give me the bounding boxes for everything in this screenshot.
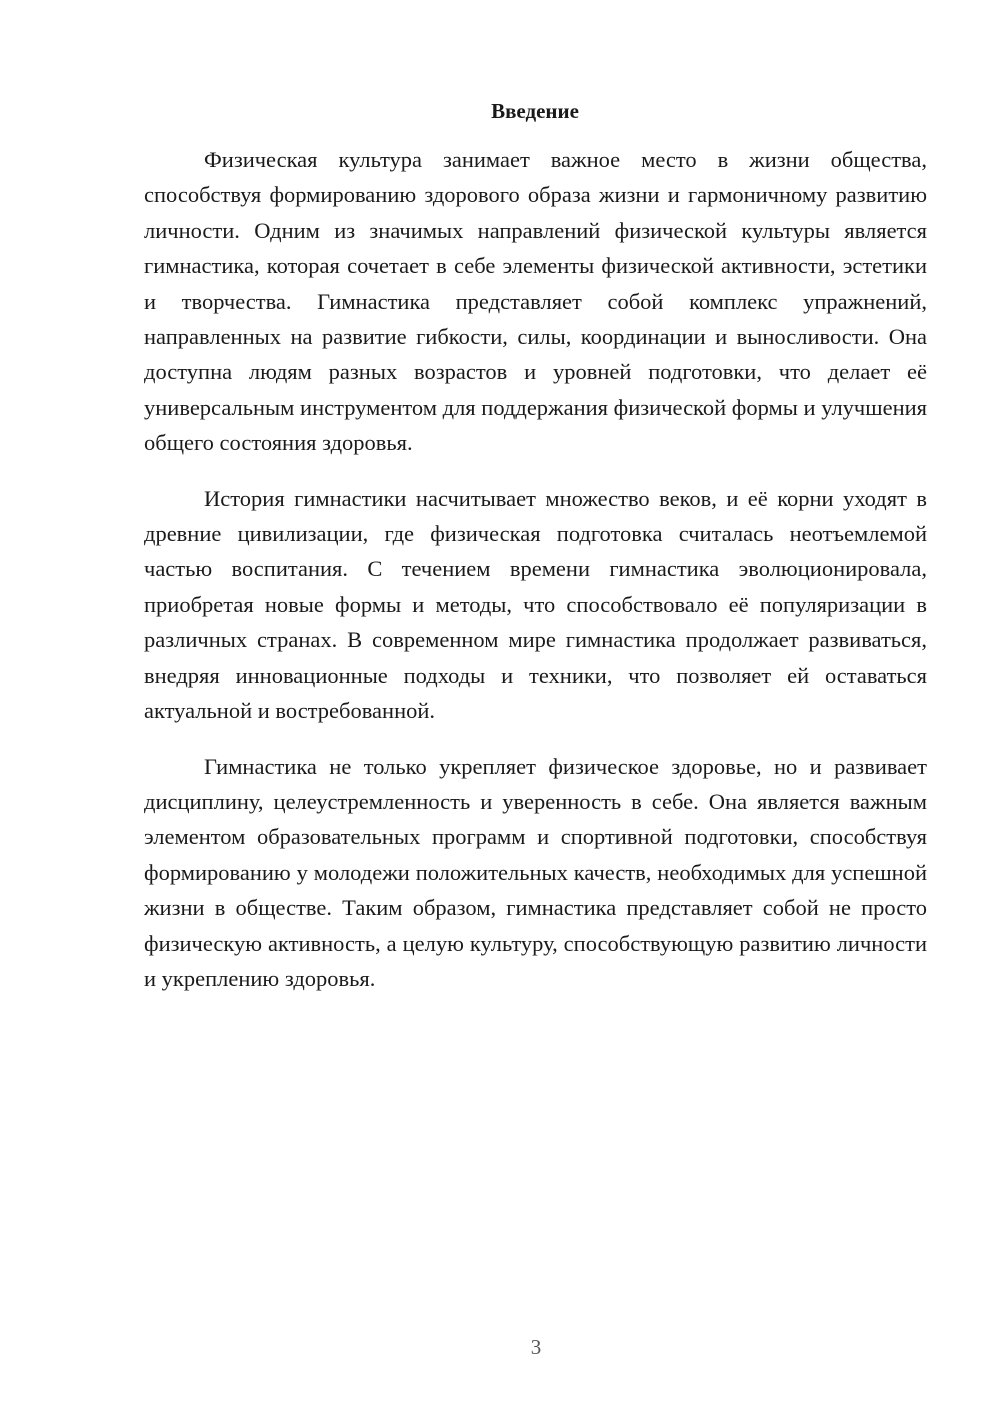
page-number: 3	[530, 1335, 542, 1359]
paragraph-2: История гимнастики насчитывает множество веков, и её корни уходят в древние цивилизации, где физическая подготовка считалась неотъемлемой частью воспитания. С течением времени гимнастика эволюционировала, приобретая новые формы и методы, что способствовало её популяризации в различных странах. В современном мире гимнастика продолжает развиваться, внедряя инновационные подходы и техники, что позволяет ей оставаться актуальной и востребованной.	[144, 485, 927, 724]
section-heading: Введение	[491, 99, 579, 123]
paragraph-3: Гимнастика не только укрепляет физическое здоровье, но и развивает дисциплину, целеустремленность и уверенность в себе. Она является важным элементом образовательных программ и спортивной подготовки, способствуя формированию у молодежи положительных качеств, необходимых для успешной жизни в обществе. Таким образом, гимнастика представляет собой не просто физическую активность, а целую культуру, способствующую развитию личности и укреплению здоровья.	[144, 753, 927, 991]
paragraph-1: Физическая культура занимает важное место в жизни общества, способствуя формированию здорового образа жизни и гармоничному развитию личности. Одним из значимых направлений физической культуры является гимнастика, которая сочетает в себе элементы физической активности, эстетики и творчества. Гимнастика представляет собой комплекс упражнений, направленных на развитие гибкости, силы, координации и выносливости. Она доступна людям разных возрастов и уровней подготовки, что делает её универсальным инструментом для поддержания физической формы и улучшения общего состояния здоровья.	[144, 147, 927, 456]
body-text	[144, 142, 927, 1016]
